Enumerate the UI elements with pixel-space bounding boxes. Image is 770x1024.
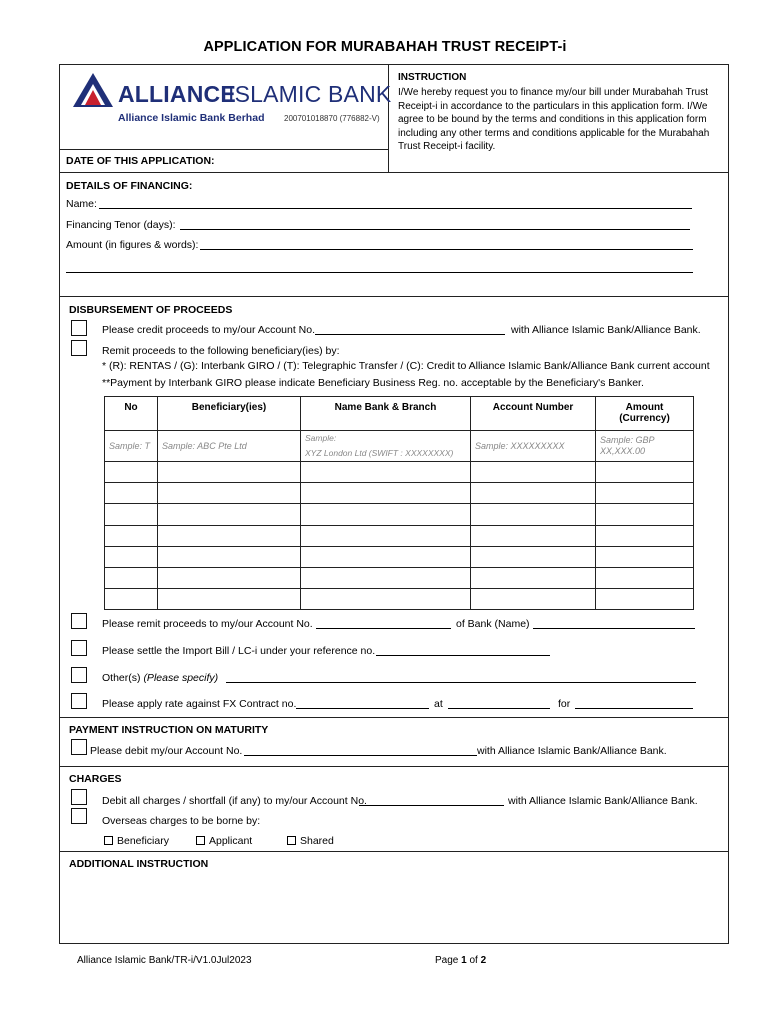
instruction-text: I/We hereby request you to finance my/our bill under Murabahah Trust Receipt-i in accordance to the particulars in this application form. I/We agree to be bound by the terms and conditions in this application form including any other terms and conditions applicable for the Murabahah Trust Receipt-i facility. [398, 87, 710, 153]
settle-import-label: Please settle the Import Bill / LC-i under your reference no. [102, 645, 376, 657]
shared-checkbox[interactable] [287, 836, 296, 845]
page-of: of [466, 955, 481, 966]
divider-charges [59, 766, 729, 767]
fx-amount-field[interactable] [575, 708, 693, 709]
charges-heading: CHARGES [69, 773, 122, 785]
form-version: Alliance Islamic Bank/TR-i/V1.0Jul2023 [77, 955, 252, 966]
applicant-checkbox[interactable] [196, 836, 205, 845]
payment-heading: PAYMENT INSTRUCTION ON MATURITY [69, 724, 269, 736]
others-label [102, 672, 218, 684]
amount-field[interactable] [200, 249, 693, 250]
fx-at-label: at [434, 698, 443, 710]
tenor-field[interactable] [180, 229, 690, 230]
others-field[interactable] [226, 682, 696, 683]
logo-name-bold: ALLIANCE [118, 81, 236, 107]
date-divider [59, 149, 389, 150]
sample-bank: Sample: XYZ London Ltd (SWIFT : XXXXXXXX) [301, 431, 471, 462]
others-specify-hint: (Please specify) [143, 672, 219, 684]
alliance-logo-icon [72, 72, 114, 108]
credit-account-label: Please credit proceeds to my/our Account No. [102, 324, 316, 336]
divider-financing [59, 172, 729, 173]
remit-methods-note: * (R): RENTAS / (G): Interbank GIRO / (T): Telegraphic Transfer / (C): Credit to Alliance Islamic Bank/Alliance Bank current account [102, 360, 710, 372]
disbursement-heading: DISBURSEMENT OF PROCEEDS [69, 304, 233, 316]
amount-field-line2[interactable] [66, 272, 693, 273]
financing-heading: DETAILS OF FINANCING: [66, 180, 193, 192]
choice-applicant-label: Applicant [209, 835, 253, 847]
choice-applicant[interactable] [196, 835, 252, 847]
sample-amount: Sample: GBP XX,XXX.00 [596, 431, 694, 462]
logo-reg-no: 200701018870 (776882-V) [284, 114, 380, 123]
table-row[interactable] [105, 546, 694, 567]
debit-charges-checkbox[interactable] [71, 789, 87, 805]
remit-account-label: Please remit proceeds to my/our Account No. [102, 618, 313, 630]
table-row[interactable] [105, 525, 694, 546]
page-number [435, 955, 486, 966]
charges-account-field[interactable] [359, 805, 504, 806]
reference-no-field[interactable] [376, 655, 550, 656]
others-text: Other(s) [102, 672, 141, 684]
settle-import-checkbox[interactable] [71, 640, 87, 656]
remit-account-checkbox[interactable] [71, 613, 87, 629]
table-row[interactable] [105, 483, 694, 504]
page-title: APPLICATION FOR MURABAHAH TRUST RECEIPT-i [203, 39, 567, 55]
debit-charges-label: Debit all charges / shortfall (if any) to my/our Account No. [102, 795, 367, 807]
choice-beneficiary-label: Beneficiary [117, 835, 169, 847]
beneficiary-table [104, 396, 694, 610]
logo-subtitle: Alliance Islamic Bank Berhad [118, 112, 265, 124]
choice-beneficiary[interactable] [104, 835, 169, 847]
logo-name-light: ISLAMIC BANK [228, 81, 392, 107]
col-header-bank: Name Bank & Branch [301, 397, 471, 431]
page-total: 2 [480, 955, 487, 966]
table-row[interactable] [105, 504, 694, 525]
debit-account-label: Please debit my/our Account No. [90, 745, 243, 757]
fx-contract-checkbox[interactable] [71, 693, 87, 709]
tenor-label: Financing Tenor (days): [66, 219, 176, 231]
credit-account-suffix: with Alliance Islamic Bank/Alliance Bank. [511, 324, 701, 336]
credit-account-checkbox[interactable] [71, 320, 87, 336]
table-row[interactable] [105, 589, 694, 610]
table-sample-row [105, 431, 694, 462]
bank-name-label: of Bank (Name) [456, 618, 530, 630]
table-header-row [105, 397, 694, 431]
col-header-amount: Amount (Currency) [596, 397, 694, 431]
name-label: Name: [66, 198, 97, 210]
col-header-beneficiary: Beneficiary(ies) [158, 397, 301, 431]
beneficiary-checkbox[interactable] [104, 836, 113, 845]
remit-beneficiary-checkbox[interactable] [71, 340, 87, 356]
divider-disbursement [59, 296, 729, 297]
fx-rate-field[interactable] [448, 708, 550, 709]
remit-account-field[interactable] [316, 628, 451, 629]
sample-beneficiary: Sample: ABC Pte Ltd [158, 431, 301, 462]
col-header-account: Account Number [471, 397, 596, 431]
table-row[interactable] [105, 567, 694, 588]
debit-account-field[interactable] [244, 755, 477, 756]
debit-charges-suffix: with Alliance Islamic Bank/Alliance Bank. [508, 795, 698, 807]
page-prefix: Page [435, 955, 462, 966]
giro-note: **Payment by Interbank GIRO please indicate Beneficiary Business Reg. no. acceptable by the Beneficiary's Banker. [102, 377, 644, 389]
credit-account-field[interactable] [315, 334, 505, 335]
amount-label: Amount (in figures & words): [66, 239, 199, 251]
name-field[interactable] [99, 208, 692, 209]
sample-account: Sample: XXXXXXXXX [471, 431, 596, 462]
table-row[interactable] [105, 462, 694, 483]
page-current: 1 [461, 955, 467, 966]
fx-contract-field[interactable] [296, 708, 429, 709]
overseas-charges-checkbox[interactable] [71, 808, 87, 824]
fx-for-label: for [558, 698, 571, 710]
additional-instruction-field[interactable] [66, 874, 722, 938]
divider-additional [59, 851, 729, 852]
overseas-charges-label: Overseas charges to be borne by: [102, 815, 261, 827]
choice-shared[interactable] [287, 835, 334, 847]
others-checkbox[interactable] [71, 667, 87, 683]
additional-heading: ADDITIONAL INSTRUCTION [69, 858, 209, 870]
col-header-no: No [105, 397, 158, 431]
choice-shared-label: Shared [300, 835, 334, 847]
divider-payment [59, 717, 729, 718]
sample-no: Sample: T [105, 431, 158, 462]
date-label: DATE OF THIS APPLICATION: [66, 155, 215, 167]
instruction-heading: INSTRUCTION [398, 72, 467, 83]
fx-contract-label: Please apply rate against FX Contract no. [102, 698, 297, 710]
debit-account-checkbox[interactable] [71, 739, 87, 755]
debit-account-suffix: with Alliance Islamic Bank/Alliance Bank. [477, 745, 667, 757]
bank-name-field[interactable] [533, 628, 695, 629]
remit-beneficiary-label: Remit proceeds to the following beneficiary(ies) by: [102, 345, 340, 357]
